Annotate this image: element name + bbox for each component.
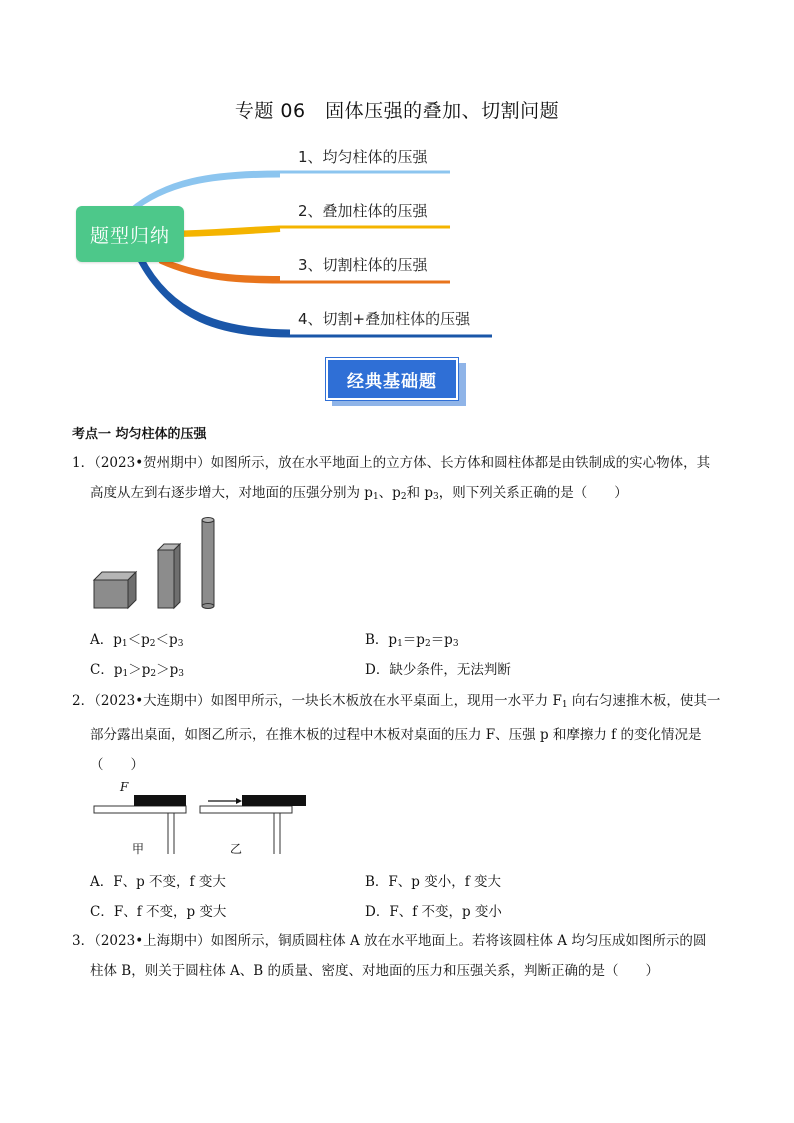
question-source: （2023•上海期中） [94, 933, 211, 949]
option-d: D．F、f 不变，p 变小 [365, 904, 502, 920]
option-a [90, 628, 183, 649]
question-text: 部分露出桌面，如图乙所示，在推木板的过程中木板对桌面的压力 F、压强 p 和摩擦力 f 的变化情况是 [90, 727, 702, 743]
subscript: 2 [150, 669, 157, 679]
subscript: 3 [177, 639, 184, 649]
force-label: F [120, 780, 129, 794]
option-d: D．缺少条件，无法判断 [365, 662, 511, 678]
option-b [365, 628, 459, 649]
question-text: 如图所示，放在水平地面上的立方体、长方体和圆柱体都是由铁制成的实心物体，其 [210, 455, 711, 471]
option-text: ＝p [402, 632, 425, 648]
mindmap-diagram [0, 0, 794, 360]
option-text: ＜p [155, 632, 178, 648]
option-a: A．F、p 不变，f 变大 [90, 874, 226, 890]
subscript: 1 [372, 492, 379, 502]
question-3 [72, 926, 732, 986]
question-2 [72, 686, 732, 780]
mindmap-branch-3: 3、切割柱体的压强 [298, 256, 428, 274]
question-text: 如图所示，铜质圆柱体 A 放在水平地面上。若将该圆柱体 A 均匀压成如图所示的圆 [210, 933, 707, 949]
subscript: 2 [424, 639, 431, 649]
figure-b-label: 乙 [230, 842, 243, 856]
subscript: 2 [149, 639, 156, 649]
subscript: 3 [178, 669, 184, 679]
question-number: 2． [72, 693, 95, 709]
subscript: 3 [452, 639, 459, 649]
question-number: 1． [72, 455, 95, 471]
option-b: B．F、p 变小，f 变大 [365, 874, 502, 890]
cube-shape [94, 572, 136, 608]
question-text: （ ） [90, 757, 144, 773]
banner-label: 经典基础题 [326, 358, 458, 400]
question-text: 和 p [406, 485, 433, 501]
question-text: ，则下列关系正确的是（ ） [438, 485, 628, 501]
question-source: （2023•大连期中） [94, 693, 211, 709]
subscript: 1 [561, 700, 568, 710]
question-text: 向右匀速推木板，使其一 [567, 693, 721, 709]
figure-a-label: 甲 [132, 842, 145, 856]
cuboid-shape [158, 544, 180, 608]
subscript: 3 [433, 492, 439, 502]
option-text: ＞p [156, 662, 179, 678]
question-1 [72, 448, 732, 512]
option-text: B．p [365, 632, 398, 648]
question-text: 、p [378, 485, 401, 501]
option-c [90, 658, 184, 679]
section-heading: 考点一 均匀柱体的压强 [72, 427, 207, 442]
question-source: （2023•贺州期中） [94, 455, 211, 471]
mindmap-branch-1: 1、均匀柱体的压强 [298, 148, 428, 166]
question-text: 如图甲所示，一块长木板放在水平桌面上，现用一水平力 F [210, 693, 562, 709]
subscript: 1 [122, 669, 129, 679]
option-text: ＜p [127, 632, 150, 648]
mindmap-branch-2: 2、叠加柱体的压强 [298, 202, 428, 220]
mindmap-root: 题型归纳 [76, 206, 184, 262]
q1-figure [88, 512, 228, 612]
question-number: 3． [72, 933, 95, 949]
subscript: 1 [121, 639, 128, 649]
option-c: C．F、f 不变，p 变大 [90, 904, 227, 920]
subscript: 2 [400, 492, 407, 502]
section-banner [326, 358, 462, 404]
question-text: 柱体 B，则关于圆柱体 A、B 的质量、密度、对地面的压力和压强关系，判断正确的是（ ） [90, 963, 659, 979]
cylinder-shape [202, 518, 214, 609]
mindmap-branch-4: 4、切割+叠加柱体的压强 [298, 310, 471, 328]
page-title: 专题 06 固体压强的叠加、切割问题 [234, 100, 560, 122]
option-text: A．p [90, 632, 122, 648]
option-text: ＝p [430, 632, 453, 648]
subscript: 1 [397, 639, 403, 649]
figure-b [200, 795, 306, 854]
option-text: ＞p [128, 662, 151, 678]
option-text: C．p [90, 662, 123, 678]
question-text: 高度从左到右逐步增大，对地面的压强分别为 p [90, 485, 373, 501]
